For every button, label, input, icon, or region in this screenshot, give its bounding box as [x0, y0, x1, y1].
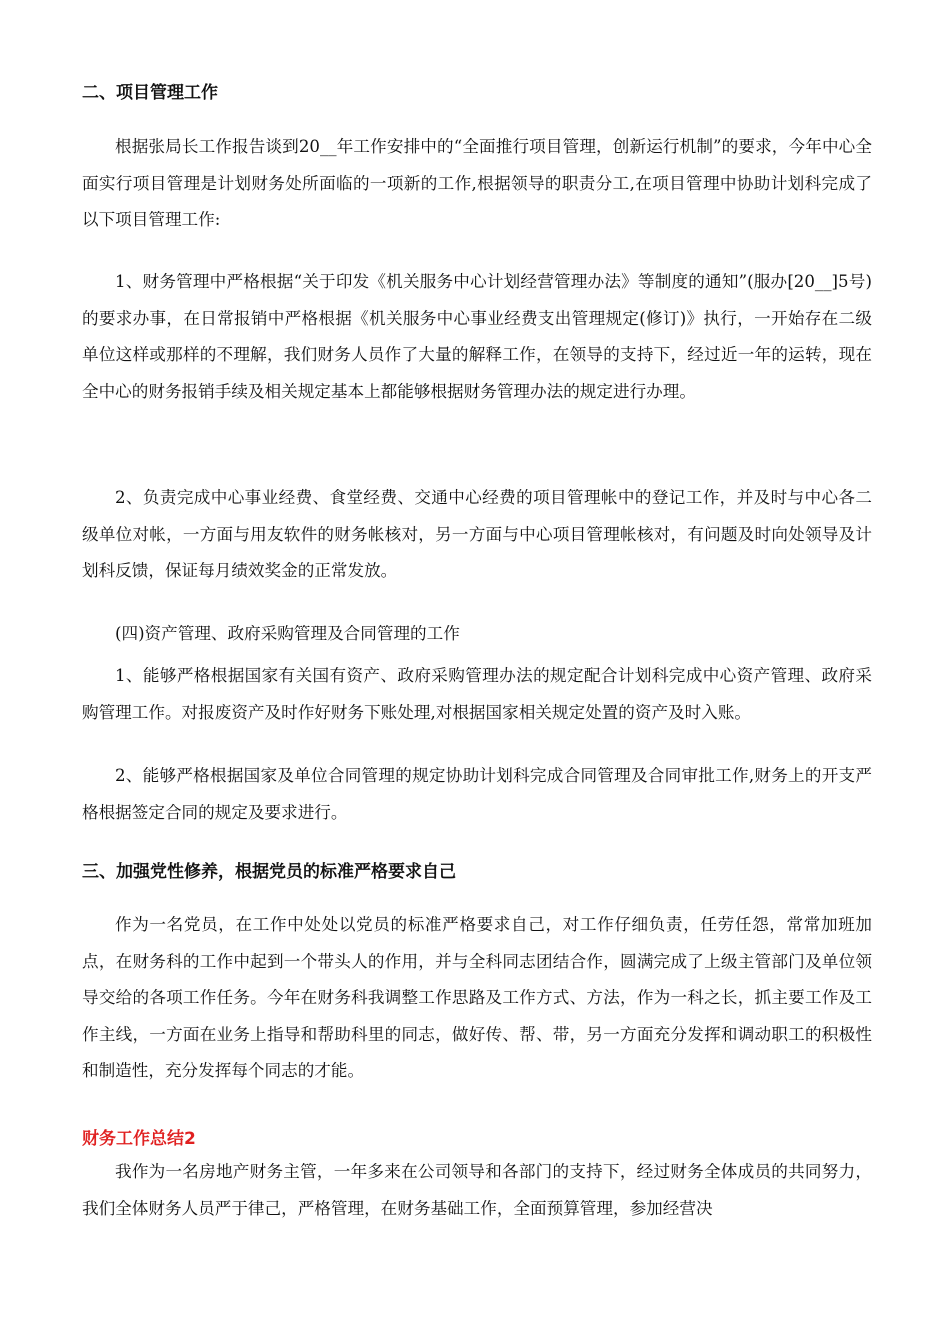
asset-management-item-1-paragraph: 1、能够严格根据国家有关国有资产、政府采购管理办法的规定配合计划科完成中心资产管理、政府采购管理工作。对报废资产及时作好财务下账处理,对根据国家相关规定处置的资产及时入账。 — [82, 666, 872, 722]
asset-management-item-2-paragraph: 2、能够严格根据国家及单位合同管理的规定协助计划科完成合同管理及合同审批工作,财务上的开支严格根据签定合同的规定及要求进行。 — [82, 766, 872, 822]
project-management-item-1-paragraph: 1、财务管理中严格根据“关于印发《机关服务中心计划经营管理办法》等制度的通知”(服办[20__]5号)的要求办事，在日常报销中严格根据《机关服务中心事业经费支出管理规定(修订)》执行，一开始存在二级单位这样或那样的不理解，我们财务人员作了大量的解释工作，在领导的支持下，经过近一年的运转，现在全中心的财务报销手续及相关规定基本上都能够根据财务管理办法的规定进行办理。 — [82, 272, 872, 401]
section-heading-party-cultivation: 三、加强党性修养，根据党员的标准严格要求自己 — [82, 862, 456, 882]
project-management-item-2-paragraph: 2、负责完成中心事业经费、食堂经费、交通中心经费的项目管理帐中的登记工作，并及时与中心各二级单位对帐，一方面与用友软件的财务帐核对，另一方面与中心项目管理帐核对，有问题及时向处领导及计划科反馈，保证每月绩效奖金的正常发放。 — [82, 488, 872, 580]
summary-2-title: 财务工作总结2 — [82, 1129, 196, 1149]
project-management-intro-paragraph: 根据张局长工作报告谈到20__年工作安排中的“全面推行项目管理，创新运行机制”的要求，今年中心全面实行项目管理是计划财务处所面临的一项新的工作,根据领导的职责分工,在项目管理中协助计划科完成了以下项目管理工作: — [82, 137, 872, 229]
party-cultivation-paragraph: 作为一名党员，在工作中处处以党员的标准严格要求自己，对工作仔细负责，任劳任怨，常常加班加点，在财务科的工作中起到一个带头人的作用，并与全科同志团结合作，圆满完成了上级主管部门及单位领导交给的各项工作任务。今年在财务科我调整工作思路及工作方式、方法，作为一科之长，抓主要工作及工作主线，一方面在业务上指导和帮助科里的同志，做好传、帮、带，另一方面充分发挥和调动职工的积极性和制造性，充分发挥每个同志的才能。 — [82, 915, 872, 1080]
subsection-heading-asset-management: (四)资产管理、政府采购管理及合同管理的工作 — [115, 624, 460, 643]
section-heading-project-management: 二、项目管理工作 — [82, 83, 218, 103]
summary-2-paragraph: 我作为一名房地产财务主管，一年多来在公司领导和各部门的支持下，经过财务全体成员的共同努力，我们全体财务人员严于律己，严格管理，在财务基础工作，全面预算管理，参加经营决 — [82, 1162, 872, 1218]
